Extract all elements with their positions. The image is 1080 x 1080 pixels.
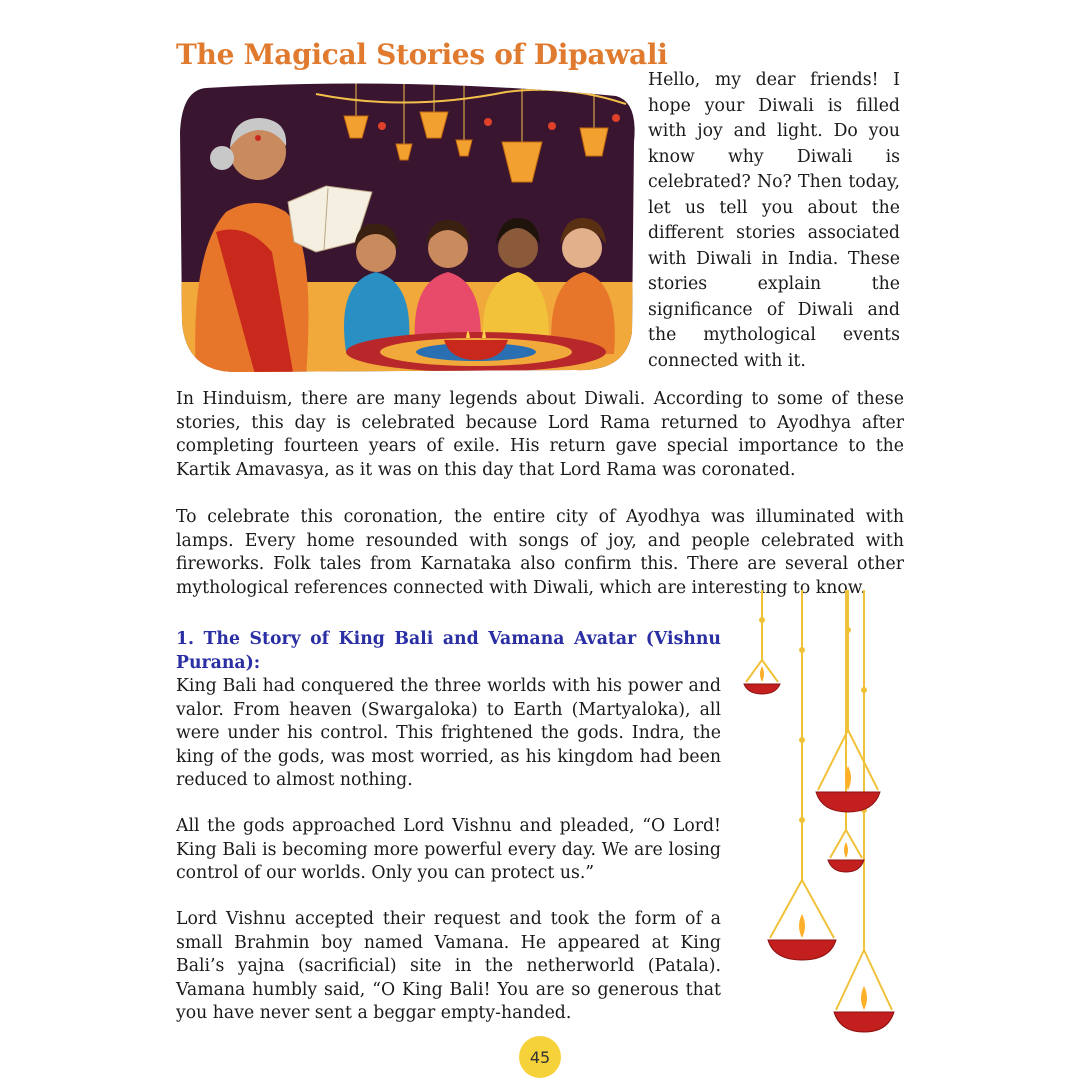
story-paragraph: King Bali had conquered the three worlds with his power and valor. From heaven (Swargaloka) to Earth (Martyaloka), all were under his control. This frightened the gods. Indra, the king of the gods, was most worried, as his kingdom had been reduced to almost nothing. [176, 676, 721, 790]
body-paragraph: To celebrate this coronation, the entire city of Ayodhya was illuminated with lamps. Every home resounded with songs of joy, and people celebrated with fireworks. Folk tales from Karnataka also confirm this. There are several other mythological references connected with Diwali, which are interesting to know. [176, 507, 904, 598]
hanging-diyas-decoration [738, 590, 908, 1040]
storytelling-illustration [176, 82, 638, 378]
body-paragraph: In Hinduism, there are many legends about Diwali. According to some of these stories, this day is celebrated because Lord Rama returned to Ayodhya after completing fourteen years of exile. His return gave special importance to the Kartik Amavasya, as it was on this day that Lord Rama was coronated. [176, 389, 904, 480]
story-heading: 1. The Story of King Bali and Vamana Avatar (Vishnu Purana): [176, 629, 721, 673]
intro-paragraph: Hello, my dear friends! I hope your Diwali is filled with joy and light. Do you know why Diwali is celebrated? No? Then today, let us tell you about the different stories associated with Diwali in India. These stories explain the significance of Diwali and the mythological events connected with it. [648, 70, 900, 371]
page-number: 45 [519, 1036, 561, 1078]
page-title: The Magical Stories of Dipawali [176, 38, 668, 71]
story-paragraph: All the gods approached Lord Vishnu and pleaded, “O Lord! King Bali is becoming more powerful every day. We are losing control of our worlds. Only you can protect us.” [176, 816, 721, 883]
story-paragraph: Lord Vishnu accepted their request and took the form of a small Brahmin boy named Vamana. He appeared at King Bali’s yajna (sacrificial) site in the netherworld (Patala). Vamana humbly said, “O King Bali! You are so generous that you have never sent a beggar empty-handed. [176, 909, 721, 1023]
